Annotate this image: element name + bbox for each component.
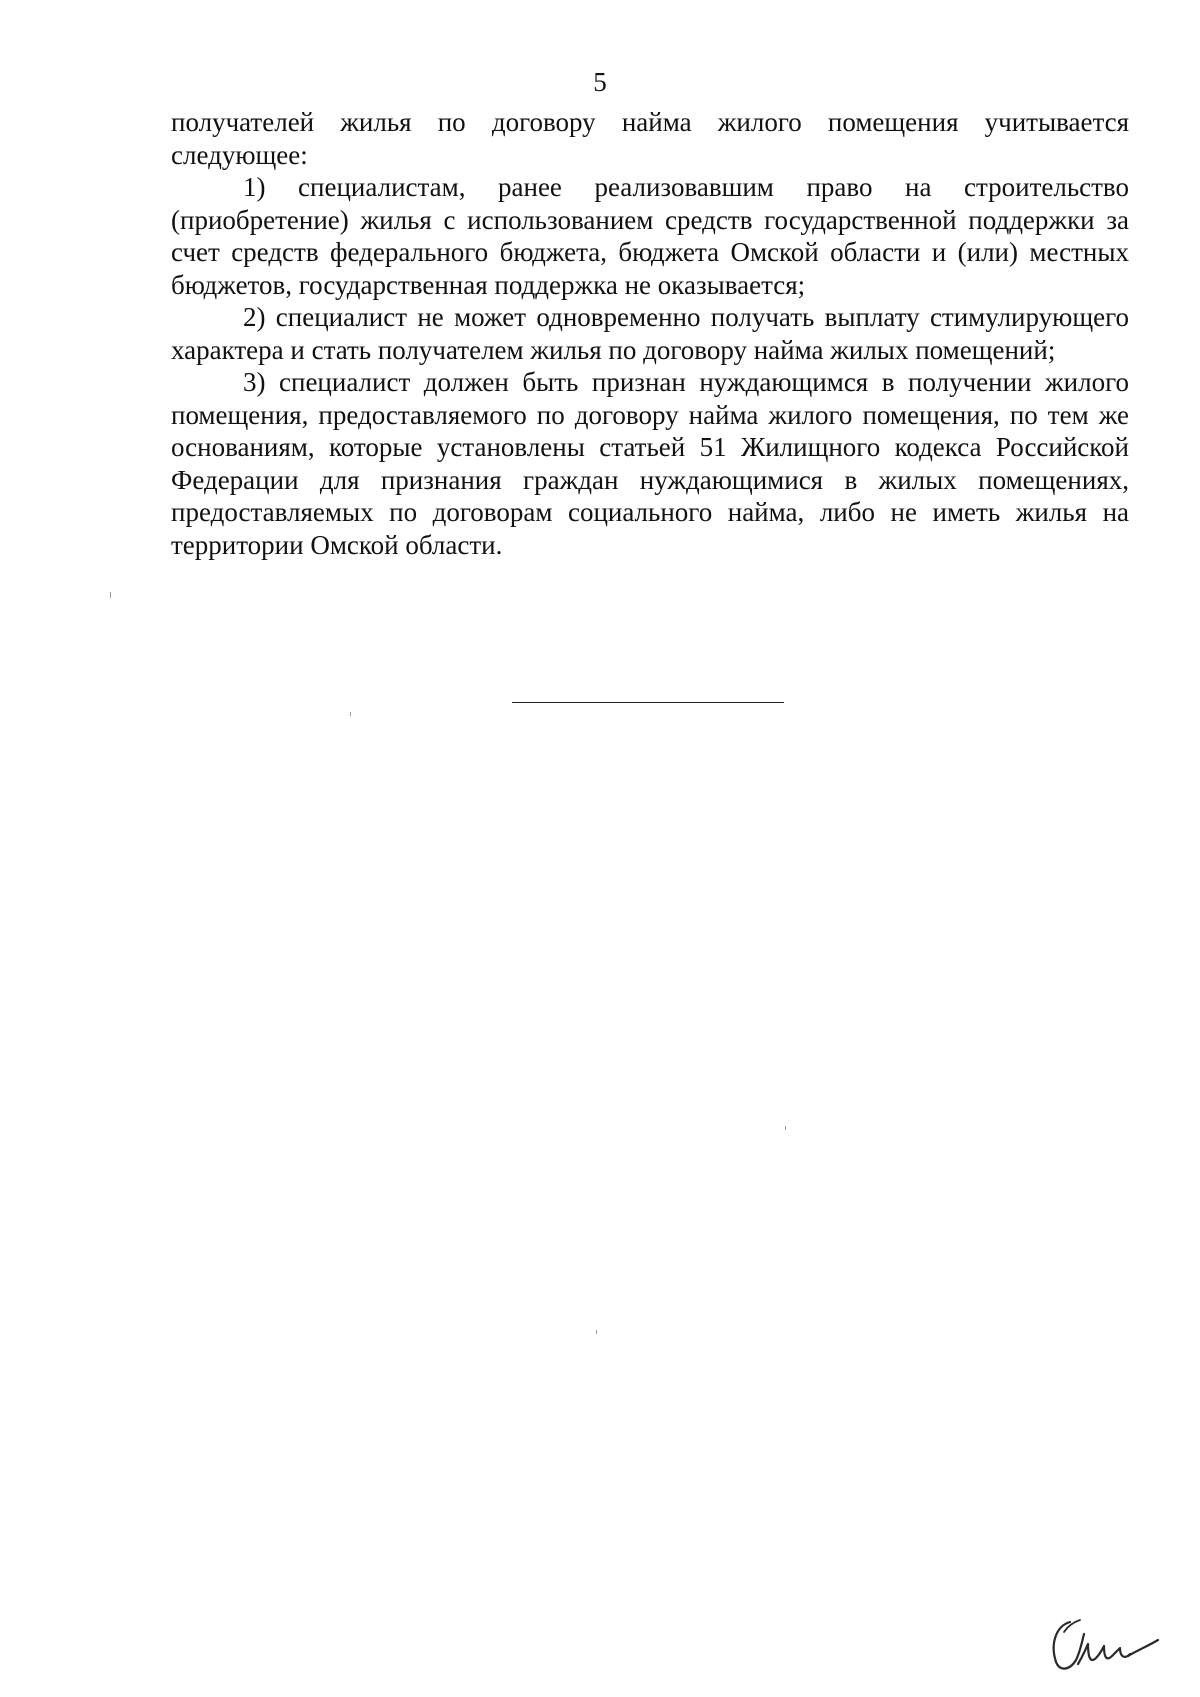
paragraph-item-3: 3) специалист должен быть признан нуждающимся в получении жилого помещения, предоставляемого по договору найма жилого помещения, по тем же основаниям, которые установлены статьей 51 Жилищного кодекса Российской Федерации для признания граждан нуждающимися в жилых помещениях, предоставляемых по договорам социального найма, либо не иметь жилья на территории Омской области. bbox=[171, 367, 1129, 560]
page-number: 5 bbox=[593, 67, 607, 97]
scan-artifact bbox=[350, 712, 351, 716]
scan-artifact bbox=[785, 1126, 786, 1130]
handwritten-signature-icon bbox=[1034, 1604, 1162, 1684]
paragraph-item-2: 2) специалист не может одновременно получать выплату стимулирующего характера и стать получателем жилья по договору найма жилых помещений; bbox=[171, 302, 1129, 365]
end-of-text-divider bbox=[512, 702, 784, 703]
paragraph-item-1: 1) специалистам, ранее реализовавшим право на строительство (приобретение) жилья с использованием средств государственной поддержки за счет средств федерального бюджета, бюджета Омской области и (или) местных бюджетов, государственная поддержка не оказывается; bbox=[171, 172, 1129, 300]
paragraph-continuation: получателей жилья по договору найма жилого помещения учитывается следующее: bbox=[171, 107, 1129, 170]
scan-artifact bbox=[596, 1330, 597, 1334]
scan-artifact bbox=[110, 592, 111, 598]
document-body bbox=[171, 106, 1129, 561]
